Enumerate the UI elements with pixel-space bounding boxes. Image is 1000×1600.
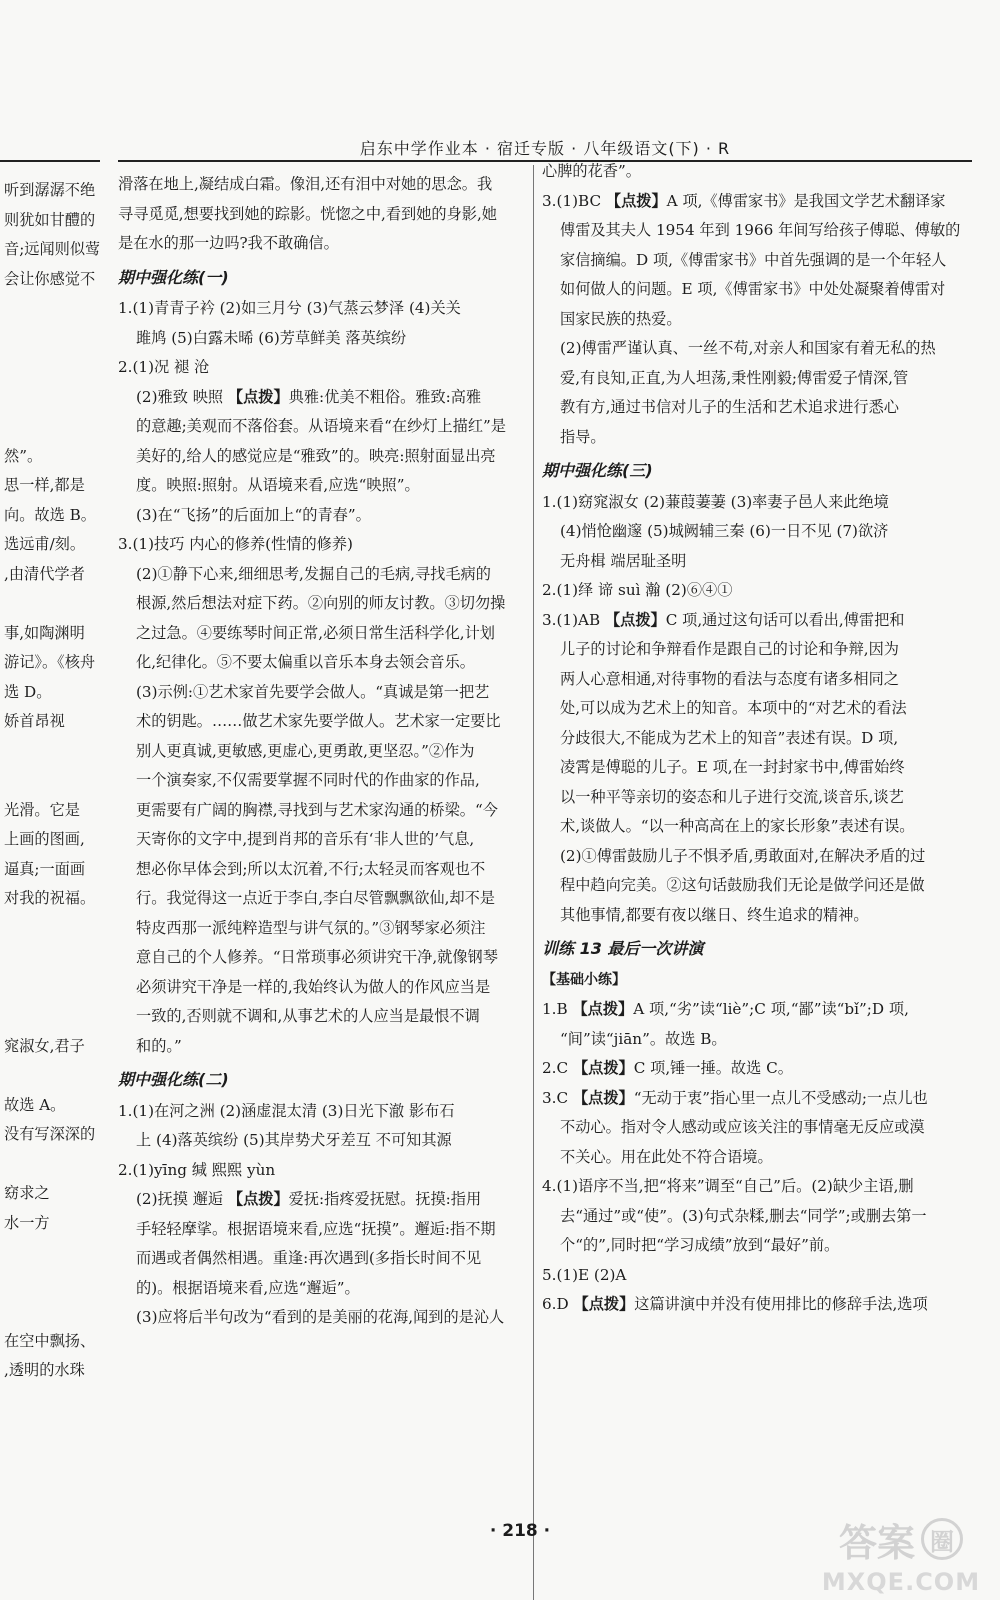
text-line: 术的钥匙。……做艺术家先要学做人。艺术家一定要比 xyxy=(136,712,501,730)
watermark-text: 答案 xyxy=(838,1520,915,1565)
text-line: 和的。” xyxy=(136,1036,182,1055)
section-title-midterm-2: 期中强化练(二) xyxy=(118,1070,229,1089)
text-line: 必须讲究干净是一样的,我始终认为做人的作风应当是 xyxy=(136,977,491,996)
text-line xyxy=(0,1268,100,1298)
text-line: 2.(1)yīng 缄 熙熙 yùn xyxy=(118,1160,276,1179)
text-line: 窕淑女,君子 xyxy=(4,1036,85,1055)
text-line: 3.(1)AB 【点拨】C 项,通过这句话可以看出,傅雷把和 xyxy=(542,610,905,629)
text-line: 6.D 【点拨】这篇讲演中并没有使用排比的修辞手法,选项 xyxy=(542,1295,928,1313)
text-line xyxy=(0,589,100,619)
text-line: 选 D。 xyxy=(4,682,52,701)
text-line: 度。映照:照射。从语境来看,应选“映照”。 xyxy=(136,476,420,494)
text-line xyxy=(0,294,100,324)
text-line: 1.B 【点拨】A 项,“劣”读“liè”;C 项,“鄙”读“bǐ”;D 项, xyxy=(542,1000,909,1018)
watermark-badge-icon: 圈 xyxy=(921,1518,963,1560)
text-line: 一个演奏家,不仅需要掌握不同时代的作曲家的作品, xyxy=(136,771,480,789)
text-line: 傅雷及其夫人 1954 年到 1966 年间写给孩子傅聪、傅敏的 xyxy=(560,221,961,239)
text-line: 1.(1)窈窕淑女 (2)蒹葭萋萋 (3)率妻子邑人来此绝境 xyxy=(542,492,889,511)
watermark xyxy=(806,1512,996,1596)
text-line: 没有写深深的 xyxy=(4,1125,96,1143)
text-line: 2.C 【点拨】C 项,锤一捶。故选 C。 xyxy=(542,1059,793,1077)
watermark-url: MXQE.COM xyxy=(821,1568,981,1596)
text-line: 天寄你的文字中,提到肖邦的音乐有‘非人世的’气息, xyxy=(136,830,475,848)
text-line: (2)雅致 映照 【点拨】典雅:优美不粗俗。雅致:高雅 xyxy=(136,387,482,406)
text-line: 则犹如甘醴的 xyxy=(4,210,96,229)
text-line: 以一种平等亲切的姿态和儿子进行交流,谈音乐,谈艺 xyxy=(560,787,904,806)
text-line: (3)示例:①艺术家首先要学会做人。“真诚是第一把艺 xyxy=(136,682,490,701)
text-line: 心脾的花香”。 xyxy=(542,162,641,180)
text-line: 1.(1)青青子衿 (2)如三月兮 (3)气蒸云梦泽 (4)关关 xyxy=(118,299,461,317)
text-line: 事,如陶渊明 xyxy=(4,623,85,642)
column-divider xyxy=(533,165,534,1600)
section-title-training-13: 训练 13 最后一次讲演 xyxy=(542,939,704,958)
text-line xyxy=(0,766,100,796)
text-line: (2)①静下心来,细细思考,发掘自己的毛病,寻找毛病的 xyxy=(136,564,491,583)
text-line: (3)应将后半句改为“看到的是美丽的花海,闻到的是沁人 xyxy=(136,1308,505,1326)
text-line: 手轻轻摩挲。根据语境来看,应选“抚摸”。邂逅:指不期 xyxy=(136,1219,496,1238)
text-line: 寻寻觅觅,想要找到她的踪影。恍惚之中,看到她的身影,她 xyxy=(118,204,497,223)
left-column-fragment xyxy=(0,176,100,1386)
text-line: 上 (4)落英缤纷 (5)其岸势犬牙差互 不可知其源 xyxy=(136,1131,452,1149)
text-line: 会让你感觉不 xyxy=(4,269,96,288)
text-line: 2.(1)况 褪 沧 xyxy=(118,358,210,376)
text-line xyxy=(0,1297,100,1327)
text-line: 窈求之 xyxy=(4,1184,50,1202)
text-line: 一致的,否则就不调和,从事艺术的人应当是最恨不调 xyxy=(136,1007,480,1025)
middle-column xyxy=(118,170,526,1333)
text-line: 向。故选 B。 xyxy=(4,505,96,524)
text-line: 特皮西那一派纯粹造型与讲气氛的。”③钢琴家必须注 xyxy=(136,918,486,937)
text-line: 故选 A。 xyxy=(4,1095,66,1114)
text-line: 不关心。用在此处不符合语境。 xyxy=(560,1147,773,1166)
text-line: 音;远闻则似莺 xyxy=(4,240,100,258)
text-line: 3.(1)BC 【点拨】A 项,《傅雷家书》是我国文学艺术翻译家 xyxy=(542,191,946,210)
text-line: 国家民族的热爱。 xyxy=(560,309,682,328)
text-line: 更需要有广阔的胸襟,寻找到与艺术家沟通的桥梁。“今 xyxy=(136,800,498,819)
text-line: 如何做人的问题。E 项,《傅雷家书》中处处凝聚着傅雷对 xyxy=(560,280,946,298)
text-line: 教有方,通过书信对儿子的生活和艺术追求进行悉心 xyxy=(560,398,899,416)
text-line: 雎鸠 (5)白露未晞 (6)芳草鲜美 落英缤纷 xyxy=(136,328,407,347)
text-line: 儿子的讨论和争辩看作是跟自己的讨论和争辩,因为 xyxy=(560,640,899,658)
text-line: 4.(1)语序不当,把“将来”调至“自己”后。(2)缺少主语,删 xyxy=(542,1177,914,1195)
text-line xyxy=(0,973,100,1003)
text-line: (4)悄怆幽邃 (5)城阙辅三秦 (6)一日不见 (7)欲济 xyxy=(560,522,889,540)
text-line: 游记》。《核舟 xyxy=(4,653,96,671)
section-title-midterm-3: 期中强化练(三) xyxy=(542,461,653,480)
text-line: 3.C 【点拨】“无动于衷”指心里一点儿不受感动;一点儿也 xyxy=(542,1088,928,1107)
text-line: 处,可以成为艺术上的知音。本项中的“对艺术的看法 xyxy=(560,699,907,717)
text-line xyxy=(0,943,100,973)
text-line: 其他事情,都要有夜以继日、终生追求的精神。 xyxy=(560,905,869,924)
page-header: 启东中学作业本 · 宿迁专版 · 八年级语文(下) · R xyxy=(359,139,731,158)
text-line: 别人更真诚,更敏感,更虚心,更勇敢,更坚忍。”②作为 xyxy=(136,741,475,760)
text-line: 逼真;一面画 xyxy=(4,859,86,878)
text-line: “间”读“jiān”。故选 B。 xyxy=(560,1029,727,1048)
right-column xyxy=(542,157,970,1320)
text-line: 家信摘编。D 项,《傅雷家书》中首先强调的是一个年轻人 xyxy=(560,250,947,269)
text-line xyxy=(0,353,100,383)
text-line xyxy=(0,914,100,944)
text-line xyxy=(0,383,100,413)
text-line: 5.(1)E (2)A xyxy=(542,1265,627,1284)
text-line xyxy=(0,324,100,354)
text-line: 化,纪律化。⑤不要太偏重以音乐本身去领会音乐。 xyxy=(136,653,475,671)
text-line: 分歧很大,不能成为艺术上的知音”表述有误。D 项, xyxy=(560,728,899,747)
text-line: 意自己的个人修养。“日常琐事必须讲究干净,就像钢琴 xyxy=(136,948,498,966)
text-line: ,由清代学者 xyxy=(4,564,85,583)
text-line: 凌霄是傅聪的儿子。E 项,在一封封家书中,傅雷始终 xyxy=(560,758,905,776)
text-line xyxy=(0,1002,100,1032)
text-line: 听到潺潺不绝 xyxy=(4,181,96,199)
subsection-title-basic: 【基础小练】 xyxy=(542,971,626,988)
text-line: 娇首昂视 xyxy=(4,712,65,730)
page-number: · 218 · xyxy=(489,1521,551,1541)
text-line: 去“通过”或“使”。(3)句式杂糅,删去“同学”;或删去第一 xyxy=(560,1206,927,1225)
text-line: 是在水的那一边吗?我不敢确信。 xyxy=(118,234,339,252)
text-line: 水一方 xyxy=(4,1213,50,1232)
text-line xyxy=(0,1061,100,1091)
text-line: 对我的祝福。 xyxy=(4,889,96,907)
text-line: 想必你早体会到;所以太沉着,不行;太轻灵而客观也不 xyxy=(136,859,486,878)
text-line: 术,谈做人。“以一种高高在上的家长形象”表述有误。 xyxy=(560,817,915,835)
text-line: (2)①傅雷鼓励儿子不惧矛盾,勇敢面对,在解决矛盾的过 xyxy=(560,846,926,865)
text-line: 两人心意相通,对待事物的看法与态度有诸多相同之 xyxy=(560,669,899,688)
text-line: (3)在“飞扬”的后面加上“的青春”。 xyxy=(136,505,371,524)
text-line: 无舟楫 端居耻圣明 xyxy=(560,551,687,570)
text-line: (2)傅雷严谨认真、一丝不苟,对亲人和国家有着无私的热 xyxy=(560,339,936,357)
text-line: 而遇或者偶然相遇。重逢:再次遇到(多指长时间不见 xyxy=(136,1249,482,1267)
text-line: 行。我觉得这一点近于李白,李白尽管飘飘欲仙,却不是 xyxy=(136,889,495,907)
text-line: (2)抚摸 邂逅 【点拨】爱抚:指疼爱抚慰。抚摸:指用 xyxy=(136,1190,482,1208)
text-line: 爱,有良知,正直,为人坦荡,秉性刚毅;傅雷爱子情深,管 xyxy=(560,368,909,387)
text-line: 选远甫/刻。 xyxy=(4,535,86,553)
text-line: 然”。 xyxy=(4,446,43,465)
text-line: 指导。 xyxy=(560,427,606,446)
text-line: 在空中飘扬、 xyxy=(4,1331,96,1350)
text-line: ,透明的水珠 xyxy=(4,1361,85,1379)
text-line: 滑落在地上,凝结成白霜。像泪,还有泪中对她的思念。我 xyxy=(118,175,493,193)
text-line: 个“的”,同时把“学习成绩”放到“最好”前。 xyxy=(560,1236,840,1254)
text-line: 根源,然后想法对症下药。②向别的师友讨教。③切勿操 xyxy=(136,594,506,612)
text-line: 程中趋向完美。②这句话鼓励我们无论是做学问还是做 xyxy=(560,876,925,894)
text-line: 美好的,给人的感觉应是“雅致”的。映亮:照射面显出亮 xyxy=(136,446,496,465)
section-title-midterm-1: 期中强化练(一) xyxy=(118,267,229,287)
text-line: 不动心。指对令人感动或应该关注的事情毫无反应或漠 xyxy=(560,1118,925,1136)
text-line: 上画的图画, xyxy=(4,830,85,848)
text-line: 光滑。它是 xyxy=(4,800,80,819)
text-line: 的意趣;美观而不落俗套。从语境来看“在纱灯上描红”是 xyxy=(136,417,506,435)
left-header-rule xyxy=(0,160,100,162)
text-line: 1.(1)在河之洲 (2)涵虚混太清 (3)日光下澈 影布石 xyxy=(118,1101,455,1120)
text-line: 思一样,都是 xyxy=(4,476,85,494)
text-line xyxy=(0,1238,100,1268)
text-line: 的)。根据语境来看,应选“邂逅”。 xyxy=(136,1278,360,1297)
text-line: 3.(1)技巧 内心的修养(性情的修养) xyxy=(118,535,353,553)
text-line xyxy=(0,737,100,767)
text-line: 之过急。④要练琴时间正常,必须日常生活科学化,计划 xyxy=(136,623,495,642)
text-line: 2.(1)绎 谛 suì 瀚 (2)⑥④① xyxy=(542,581,733,599)
text-line xyxy=(0,412,100,442)
text-line xyxy=(0,1150,100,1180)
